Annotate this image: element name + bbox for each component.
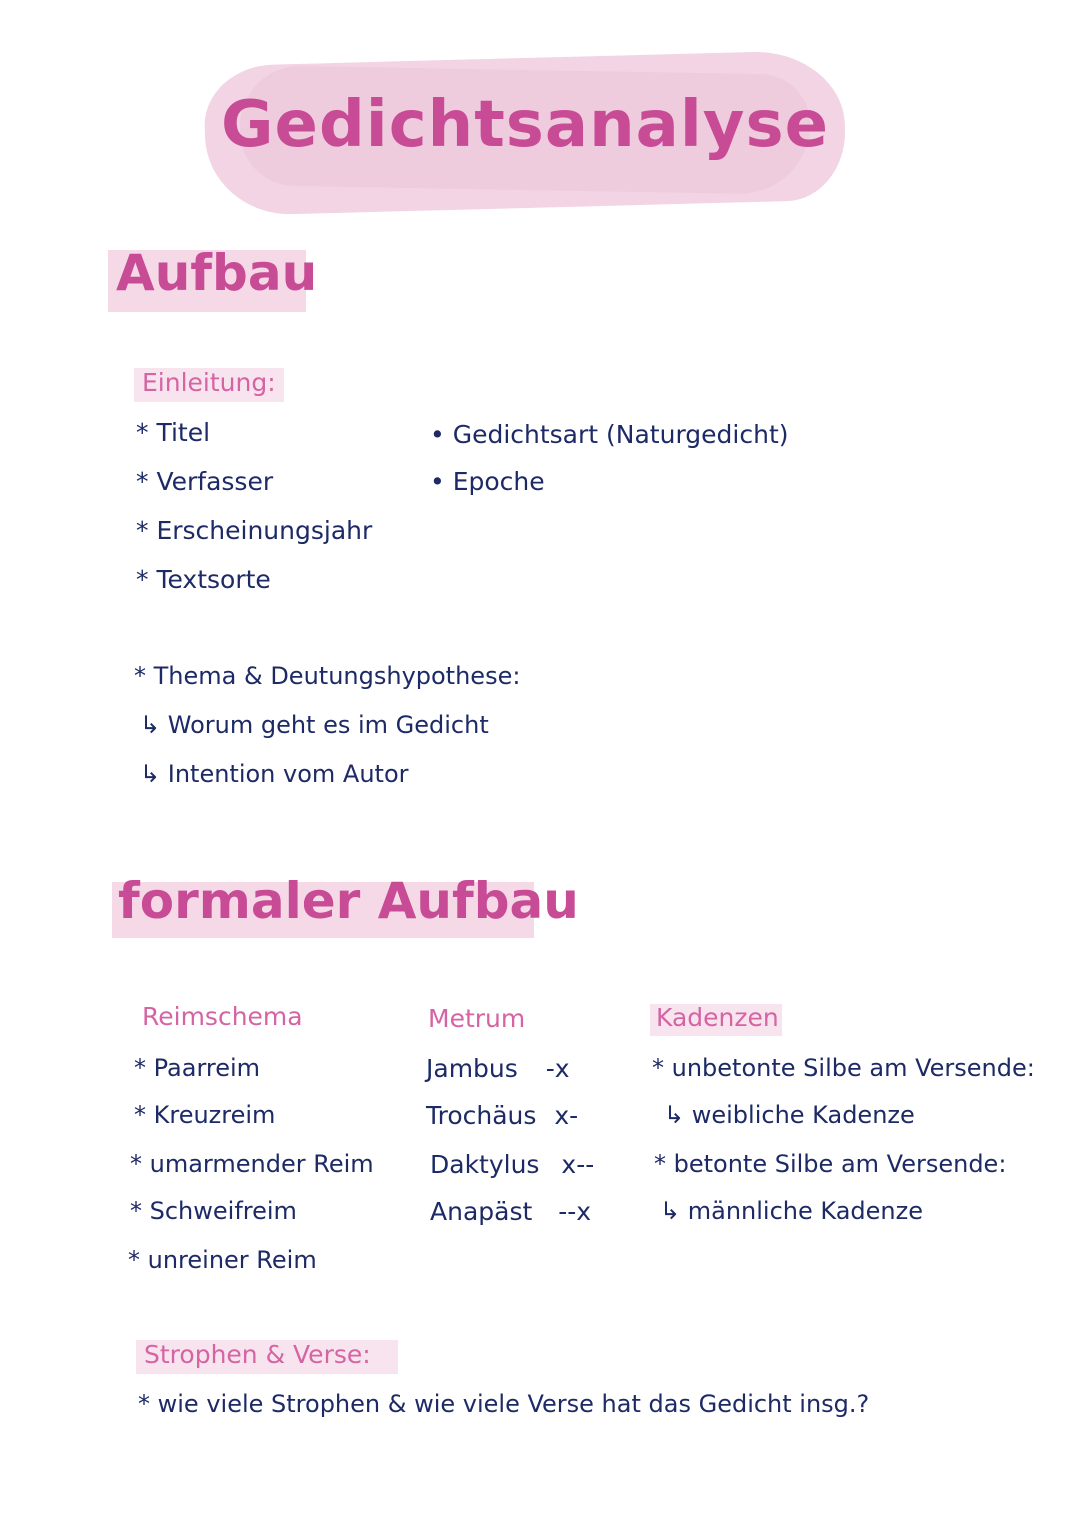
thema-label: * Thema & Deutungshypothese: — [134, 662, 521, 690]
einleitung-item-verfasser: * Verfasser — [136, 467, 274, 496]
einleitung-item-erscheinungsjahr: * Erscheinungsjahr — [136, 516, 373, 545]
reimschema-label: Reimschema — [142, 1002, 303, 1031]
metrum-name: Jambus — [426, 1054, 518, 1083]
metrum-item-daktylus — [430, 1150, 594, 1179]
formaler-aufbau-heading: formaler Aufbau — [118, 872, 579, 930]
strophen-question: * wie viele Strophen & wie viele Verse hat das Gedicht insg.? — [138, 1390, 870, 1418]
reimschema-item-unreiner: * unreiner Reim — [128, 1246, 317, 1274]
einleitung-item-textsorte: * Textsorte — [136, 565, 271, 594]
metrum-pattern: --x — [558, 1197, 592, 1226]
metrum-name: Trochäus — [426, 1101, 537, 1130]
aufbau-heading: Aufbau — [116, 244, 318, 302]
metrum-label: Metrum — [428, 1004, 526, 1033]
reimschema-item-kreuzreim: * Kreuzreim — [134, 1101, 276, 1129]
metrum-item-jambus — [426, 1054, 570, 1083]
thema-point-intention: ↳ Intention vom Autor — [140, 760, 409, 788]
reimschema-item-schweifreim: * Schweifreim — [130, 1197, 297, 1225]
metrum-item-trochaeus — [426, 1101, 578, 1130]
kadenzen-label: Kadenzen — [656, 1003, 779, 1032]
reimschema-item-paarreim: * Paarreim — [134, 1054, 261, 1082]
strophen-label: Strophen & Verse: — [144, 1340, 371, 1369]
thema-point-worum: ↳ Worum geht es im Gedicht — [140, 711, 489, 739]
reimschema-item-umarmender: * umarmender Reim — [130, 1150, 374, 1178]
metrum-name: Daktylus — [430, 1150, 540, 1179]
einleitung-label: Einleitung: — [142, 368, 276, 397]
metrum-item-anapaest — [430, 1197, 591, 1226]
metrum-pattern: -x — [545, 1054, 570, 1083]
metrum-name: Anapäst — [430, 1197, 533, 1226]
einleitung-item-epoche: • Epoche — [430, 467, 545, 496]
kadenzen-item-weiblich: ↳ weibliche Kadenze — [664, 1101, 915, 1129]
einleitung-item-gedichtsart: • Gedichtsart (Naturgedicht) — [430, 420, 789, 449]
page-title: Gedichtsanalyse — [221, 88, 829, 162]
kadenzen-item-maennlich: ↳ männliche Kadenze — [660, 1197, 923, 1225]
kadenzen-item-betont: * betonte Silbe am Versende: — [654, 1150, 1007, 1178]
einleitung-item-titel: * Titel — [136, 418, 211, 447]
metrum-pattern: x- — [554, 1101, 579, 1130]
metrum-pattern: x-- — [561, 1150, 595, 1179]
kadenzen-item-unbetont: * unbetonte Silbe am Versende: — [652, 1054, 1035, 1082]
